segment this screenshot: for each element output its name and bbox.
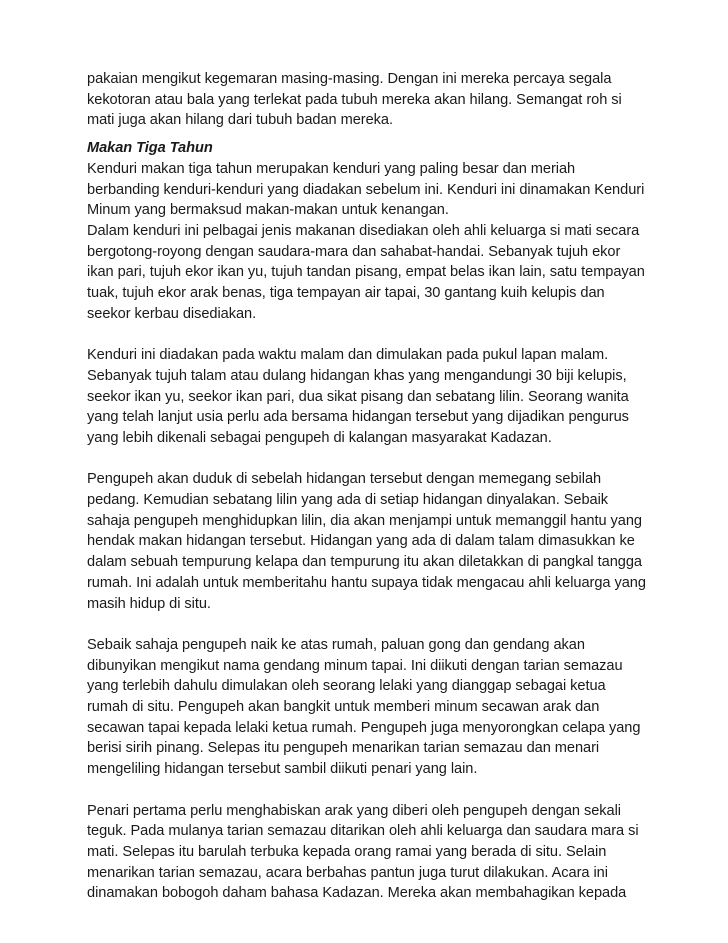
- body-paragraph: Kenduri makan tiga tahun merupakan kenduri yang paling besar dan meriah berbanding kenduri-kenduri yang diadakan sebelum ini. Kenduri ini dinamakan Kenduri Minum yang bermaksud makan-makan untuk kenangan.: [87, 160, 645, 219]
- body-paragraph: Pengupeh akan duduk di sebelah hidangan tersebut dengan memegang sebilah pedang. Kemudian sebatang lilin yang ada di setiap hidangan dinyalakan. Sebaik sahaja pengupeh menghidupkan lilin, dia akan menjampi untuk memanggil hantu yang hendak makan hidangan tersebut. Hidangan yang ada di dalam talam dimasukkan ke dalam sebuah tempurung kelapa dan tempurung itu akan diletakkan di pangkal tangga rumah. Ini adalah untuk memberitahu hantu supaya tidak mengacau ahli keluarga yang masih hidup di situ.: [87, 471, 646, 612]
- body-paragraph: Penari pertama perlu menghabiskan arak yang diberi oleh pengupeh dengan sekali teguk. Pada mulanya tarian semazau ditarikan oleh ahli keluarga dan saudara mara si mati. Selepas itu barulah terbuka kepada orang ramai yang berada di situ. Selain menarikan tarian semazau, acara berbahas pantun juga turut dilakukan. Acara ini dinamakan bobogoh daham bahasa Kadazan. Mereka akan membahagikan kepada: [87, 802, 639, 902]
- spacer: [87, 131, 649, 138]
- document-page: [87, 69, 649, 904]
- intro-paragraph: pakaian mengikut kegemaran masing-masing. Dengan ini mereka percaya segala kekotoran atau bala yang terlekat pada tubuh mereka akan hilang. Semangat roh si mati juga akan hilang dari tubuh badan mereka.: [87, 71, 622, 129]
- spacer: [87, 324, 649, 345]
- spacer: [87, 614, 649, 635]
- body-paragraph: Sebaik sahaja pengupeh naik ke atas rumah, paluan gong dan gendang akan dibunyikan mengikut nama gendang minum tapai. Ini diikuti dengan tarian semazau yang terlebih dahulu dimulakan oleh seorang lelaki yang dianggap sebagai ketua rumah di situ. Pengupeh akan bangkit untuk memberi minum secawan arak dan secawan tapai kepada lelaki ketua rumah. Pengupeh juga menyorongkan celapa yang berisi sirih pinang. Selepas itu pengupeh menarikan tarian semazau dan menari mengeliling hidangan tersebut sambil diikuti penari yang lain.: [87, 636, 641, 778]
- body-paragraph: Kenduri ini diadakan pada waktu malam dan dimulakan pada pukul lapan malam. Sebanyak tujuh talam atau dulang hidangan khas yang mengandungi 30 biji kelupis, seekor ikan yu, seekor ikan pari, dua sikat pisang dan sebatang lilin. Seorang wanita yang telah lanjut usia perlu ada bersama hidangan tersebut yang dijadikan pengurus yang lebih dikenali sebagai pengupeh di kalangan masyarakat Kadazan.: [87, 347, 629, 446]
- body-paragraph: Dalam kenduri ini pelbagai jenis makanan disediakan oleh ahli keluarga si mati secara bergotong-royong dengan saudara-mara dan sahabat-handai. Sebanyak tujuh ekor ikan pari, tujuh ekor ikan yu, tujuh tandan pisang, empat belas ikan lain, satu tempayan tuak, tujuh ekor arak benas, tiga tempayan air tapai, 30 gantang kuih kelupis dan seekor kerbau disediakan.: [87, 222, 645, 322]
- spacer: [87, 780, 649, 801]
- section-heading: Makan Tiga Tahun: [87, 140, 213, 157]
- spacer: [87, 449, 649, 470]
